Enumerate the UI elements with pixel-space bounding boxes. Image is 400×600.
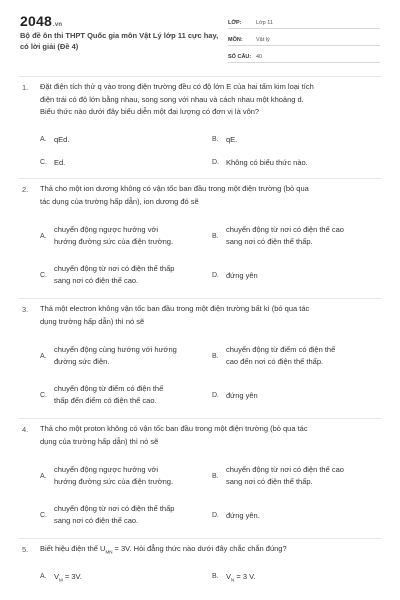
option-text: chuyển động từ nơi có điện thế cao sang nơi có điện thế thấp. xyxy=(226,465,344,486)
option-text: đứng yên xyxy=(226,271,258,280)
option-letter: D. xyxy=(212,272,219,279)
logo-text: 2048 xyxy=(20,13,52,29)
document-title: Bộ đề ôn thi THPT Quốc gia môn Vật Lý lớp 11 cực hay, có lời giải (Đề 4) xyxy=(20,31,219,51)
option-text: chuyển động từ nơi có điện thế thấp sang nơi có điện thế cao. xyxy=(54,504,175,525)
option-letter: B. xyxy=(212,473,219,480)
option-letter: A. xyxy=(40,233,47,240)
question-number: 4. xyxy=(22,425,29,434)
option-letter: A. xyxy=(40,353,47,360)
question-line: Thả cho một ion dương không có vận tốc ban đầu trong một điện trường (bỏ qua xyxy=(40,184,309,193)
option-text: chuyển động ngược hướng với hướng đường sức của điện trường. xyxy=(54,465,174,486)
meta-label: LỚP: xyxy=(228,20,242,26)
logo-suffix: .vn xyxy=(52,22,63,28)
question-text xyxy=(40,81,380,119)
option-letter: A. xyxy=(40,136,47,143)
option-text: chuyển động từ nơi có điện thế cao sang nơi có điện thế thấp. xyxy=(226,225,344,246)
meta-row-count xyxy=(228,49,380,63)
question-number: 3. xyxy=(22,305,29,314)
option-letter: B. xyxy=(212,353,219,360)
page-header xyxy=(0,0,400,68)
site-logo[interactable] xyxy=(20,13,62,29)
question-line: Thả một electron không vận tốc ban đầu trong một điện trường bất kì (bỏ qua tác xyxy=(40,304,310,313)
meta-value: Lớp 11 xyxy=(256,20,273,26)
question-text xyxy=(40,303,380,328)
meta-value: Vật lý xyxy=(256,37,270,43)
option-text: $V_M = 3V$. xyxy=(54,572,82,583)
option-text: chuyển động cùng hướng với hướng đường sức điện. xyxy=(54,345,177,366)
meta-row-class xyxy=(228,15,380,29)
option-text: qE. xyxy=(226,135,238,144)
option-text: qEd. xyxy=(54,135,70,144)
question-line: Biểu thức nào dưới đây biểu diễn một đại lượng có đơn vị là vôn? xyxy=(40,107,260,116)
question-text xyxy=(40,423,380,448)
option-text: chuyển động ngược hướng với hướng đường sức của điện trường. xyxy=(54,225,174,246)
option-letter: C. xyxy=(40,512,47,519)
question-separator xyxy=(18,418,382,419)
option-text: chuyển động từ điểm có điện thế thấp đến điểm có điện thế cao. xyxy=(54,384,164,405)
option-letter: A. xyxy=(40,573,47,580)
option-letter: C. xyxy=(40,392,47,399)
option-letter: A. xyxy=(40,473,47,480)
meta-label: MÔN: xyxy=(228,37,243,43)
question-line: dụng trường hấp dẫn) thì nó sẽ xyxy=(40,316,145,326)
option-letter: B. xyxy=(212,233,219,240)
question-text: Biết hiệu điện thế $U_{MN} = 3V$. Hỏi đẳng thức nào dưới đây chắc chắn đúng? xyxy=(40,544,287,555)
meta-value: 40 xyxy=(256,54,263,60)
question-line: dụng của trường hấp dẫn) thì nó sẽ xyxy=(40,436,159,446)
question-separator xyxy=(18,298,382,299)
question-text xyxy=(40,183,380,208)
option-text: đứng yên. xyxy=(226,511,260,520)
option-letter: B. xyxy=(212,136,219,143)
option-letter: C. xyxy=(40,272,47,279)
question-number: 5. xyxy=(22,545,29,554)
meta-row-subject xyxy=(228,32,380,46)
question-separator xyxy=(18,76,382,77)
option-letter: C. xyxy=(40,159,47,166)
question-line: Thả cho một proton không có vận tốc ban đầu trong một điện trường (bỏ qua tác xyxy=(40,424,308,433)
question-line: Đặt điện tích thử q vào trong điện trường đều có độ lớn E của hai tấm kim loại tích xyxy=(40,82,314,91)
question-line: tác dụng của trường hấp dẫn), ion dương đó sẽ xyxy=(40,196,199,206)
option-letter: D. xyxy=(212,159,219,166)
meta-info xyxy=(228,15,380,66)
option-text: Không có biểu thức nào. xyxy=(226,158,308,167)
question-number: 2. xyxy=(22,185,29,194)
option-letter: D. xyxy=(212,512,219,519)
option-text: chuyển động từ nơi có điện thế thấp sang nơi có điện thế cao. xyxy=(54,264,175,285)
option-letter: D. xyxy=(212,392,219,399)
option-text: chuyển động từ điểm có điện thế cao đến nơi có điện thế thấp. xyxy=(226,345,336,366)
question-separator xyxy=(18,538,382,539)
option-letter: B. xyxy=(212,573,219,580)
option-text: đứng yên xyxy=(226,391,258,400)
question-line: điện trái có độ lớn bằng nhau, song song với nhau và cách nhau một khoảng d. xyxy=(40,94,304,104)
option-text: $V_N = 3$ V. xyxy=(226,572,256,583)
question-separator xyxy=(18,178,382,179)
question-number: 1. xyxy=(22,83,29,92)
option-text: Ed. xyxy=(54,158,66,167)
meta-label: SỐ CÂU: xyxy=(228,54,252,60)
